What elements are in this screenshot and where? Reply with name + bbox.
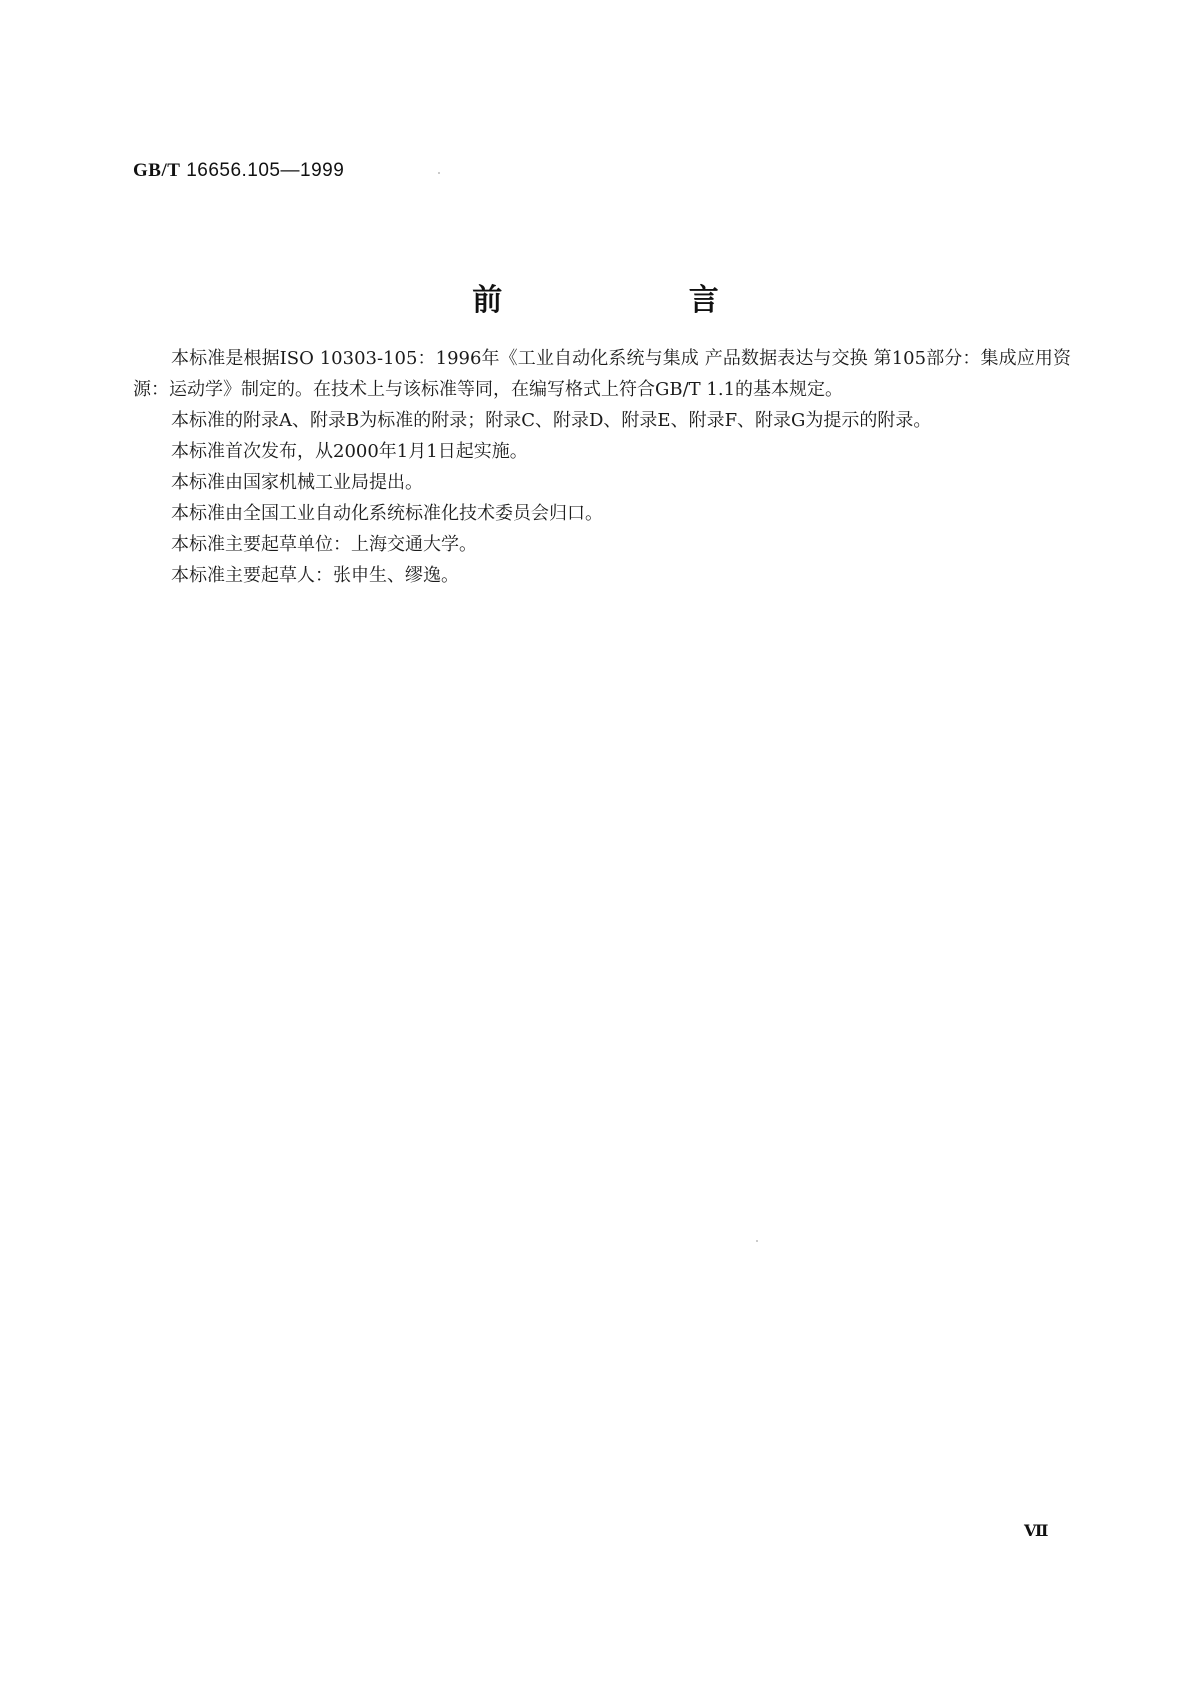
- standard-code: [133, 160, 344, 182]
- paragraph-drafting-unit: 本标准主要起草单位：上海交通大学。: [171, 534, 477, 555]
- paragraph-basis: 本标准是根据ISO 10303-105：1996年《工业自动化系统与集成 产品数据表达与交换 第105部分：集成应用资源：运动学》制定的。在技术上与该标准等同，在编写格式上符合GB/T 1.1的基本规定。: [133, 348, 1071, 400]
- scan-speck: [756, 1240, 758, 1242]
- paragraph-proposer: 本标准由国家机械工业局提出。: [171, 472, 423, 493]
- page-title: 前 言: [472, 283, 807, 318]
- scan-speck: [438, 172, 440, 174]
- paragraph-drafters: 本标准主要起草人：张申生、缪逸。: [171, 565, 459, 586]
- foreword-body: [133, 343, 1071, 591]
- standard-number: 16656.105—1999: [186, 160, 345, 181]
- paragraph-committee: 本标准由全国工业自动化系统标准化技术委员会归口。: [171, 503, 603, 524]
- standard-prefix: GB/T: [133, 160, 181, 181]
- paragraph-annexes: 本标准的附录A、附录B为标准的附录；附录C、附录D、附录E、附录F、附录G为提示的附录。: [171, 410, 932, 431]
- page-number: Ⅶ: [1024, 1523, 1049, 1540]
- paragraph-effective-date: 本标准首次发布，从2000年1月1日起实施。: [171, 441, 528, 462]
